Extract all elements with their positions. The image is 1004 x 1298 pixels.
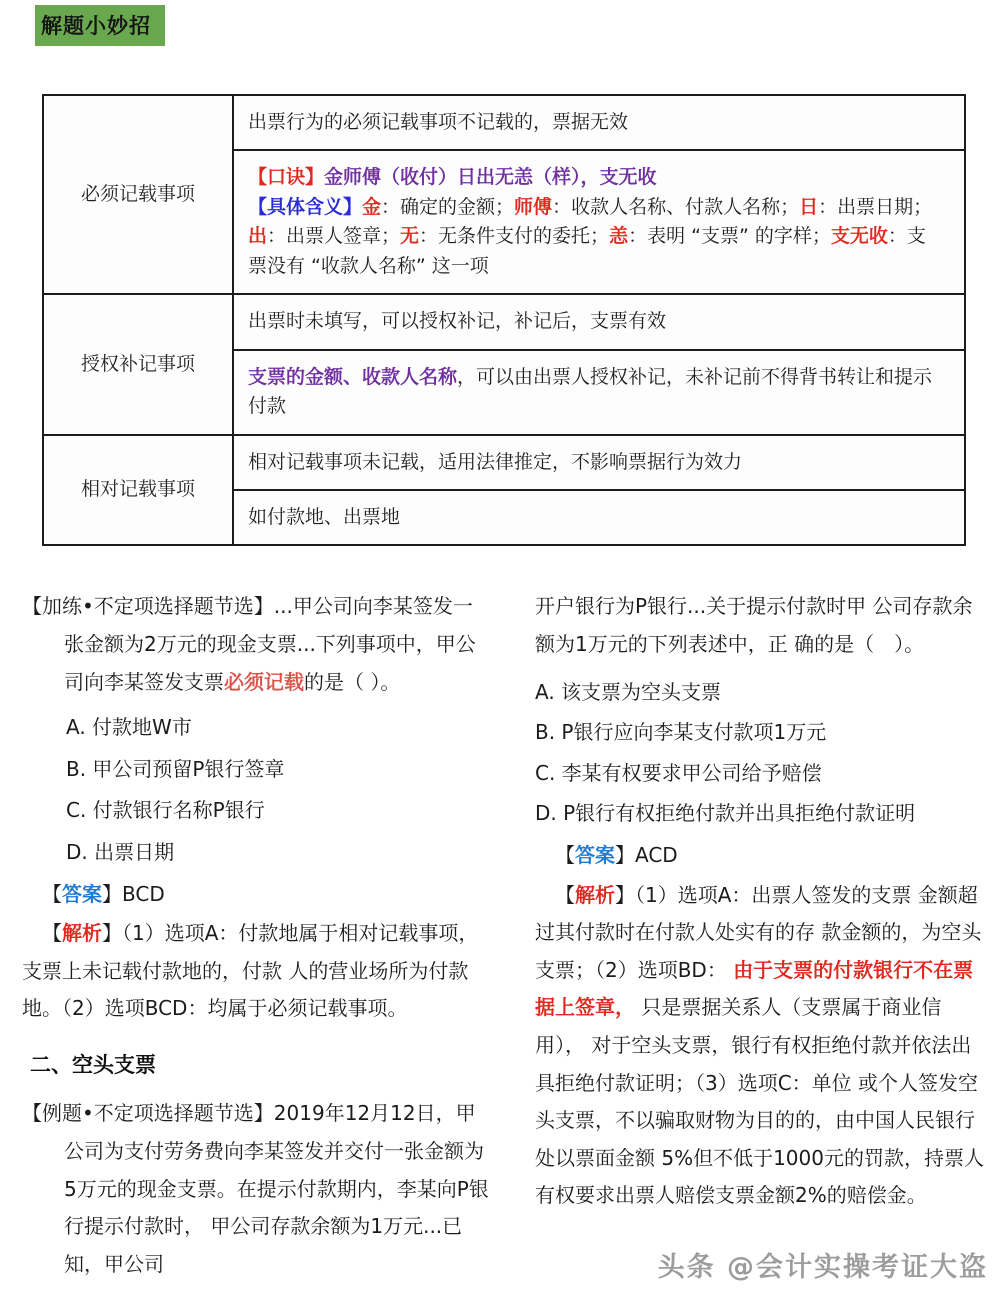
mnemonic-meaning-line: [248, 193, 950, 281]
text-segment: 答案: [574, 842, 615, 867]
text-segment: 金师傅（收付）日出无恙（样），支无收: [324, 166, 657, 189]
text-segment: 【加练•不定项选择题节选】...甲公司向李某签发一张金额为2万元的现金支票...下列事项中，甲公司向李某签发支票: [22, 594, 476, 694]
question1-answer: [22, 876, 491, 914]
text-segment: ，可以由出票人授权补记，未补记前不得背书转让和提示 付款: [248, 365, 933, 418]
option-a: A. 该支票为空头支票: [534, 679, 722, 704]
text-segment: 出: [248, 225, 268, 248]
question2-answer: [535, 837, 986, 875]
question2-intro-continued: [535, 588, 986, 663]
text-segment: 出票行为的必须记载事项不记载的，票据无效: [248, 111, 629, 133]
text-segment: 恙: [609, 225, 629, 248]
text-segment: 金: [362, 195, 382, 218]
text-segment: 【: [42, 921, 62, 946]
text-segment: 支无收: [830, 225, 888, 248]
cell-authorized-top: [233, 294, 965, 349]
cell-required-top: [233, 95, 965, 150]
cell-required-mnemonic: [233, 150, 965, 294]
option-b: B. P银行应向李某支付款项1万元: [534, 720, 827, 745]
option-c: C. 李某有权要求甲公司给予赔偿: [534, 760, 822, 785]
text-segment: ：出票人签章；: [267, 225, 401, 248]
table-row: [43, 95, 965, 150]
table-row: [43, 435, 965, 490]
cell-authorized-bottom: [233, 350, 965, 435]
left-column: [22, 588, 491, 1291]
text-segment: 】（1）选项A：付款地属于相对记载事项，支票上未记载付款地的，付款 人的营业场所为付款地。（2）选项BCD：均属于必须记载事项。: [22, 921, 479, 1021]
cell-relative-bottom: [233, 490, 965, 545]
text-segment: 相对记载事项未记载，适用法律推定，不影响票据行为效力: [248, 450, 743, 473]
row-header-authorized-items: 授权补记事项: [43, 294, 233, 434]
cell-relative-top: [233, 435, 965, 490]
question-columns: [22, 588, 986, 1291]
text-segment: 解析: [574, 882, 615, 907]
option-d: D. 出票日期: [66, 839, 175, 864]
table-row: [43, 294, 965, 349]
text-segment: ：无条件支付的委托；: [419, 225, 610, 248]
text-segment: 无: [400, 225, 420, 248]
summary-table: [42, 94, 966, 546]
text-segment: ：确定的金额；: [381, 195, 515, 218]
option-a: A. 付款地W市: [66, 715, 192, 740]
text-segment: 如付款地、出票地: [248, 505, 401, 528]
question2-options: [535, 674, 986, 833]
question2-analysis: [535, 877, 986, 1215]
text-segment: 【: [554, 842, 575, 867]
section-badge: 解题小妙招: [35, 5, 165, 46]
row-header-relative-items: 相对记载事项: [43, 435, 233, 546]
option-b: B. 甲公司预留P银行签章: [66, 756, 285, 781]
watermark: 头条 @会计实操考证大盗: [657, 1252, 988, 1283]
question2-intro: [22, 1095, 491, 1283]
text-segment: ：出票日期；: [818, 195, 933, 218]
question1-options: [22, 709, 491, 871]
text-segment: 】ACD: [614, 842, 678, 867]
right-column: [535, 588, 986, 1291]
option-c: C. 付款银行名称P银行: [66, 798, 265, 823]
text-segment: 解析: [62, 921, 102, 946]
text-segment: 支票的金额、收款人名称: [248, 365, 458, 388]
text-segment: 【具体含义】: [248, 195, 363, 218]
row-header-required-items: 必须记载事项: [43, 95, 233, 294]
text-segment: ：支 票没有 “收款人名称” 这一项: [248, 225, 926, 277]
text-segment: 师傅: [514, 195, 553, 218]
text-segment: 答案: [62, 881, 102, 906]
section-heading-bounced-check: 二、空头支票: [30, 1052, 156, 1077]
text-segment: 只是票据关系人（支票属于商业信用）， 对于空头支票，银行有权拒绝付款并依法出具拒绝付款证明；（3）选项C：单位 或个人签发空头支票，不以骗取财物为目的的，由中国人民银行处以票面金额 5%但不低于1000元的罚款，持票人有权要求出票人赔偿支票金额2%的赔偿金。: [534, 995, 984, 1208]
text-segment: 出票时未填写，可以授权补记，补记后，支票有效: [248, 310, 667, 333]
text-segment: ：收款人名称、付款人名称；: [552, 195, 800, 218]
text-segment: 】BCD: [102, 881, 165, 906]
text-segment: 日: [799, 195, 819, 218]
text-segment: 由于支票的付款银行不在票据上签章，: [534, 957, 974, 1020]
text-segment: 【例题•不定项选择题节选】2019年12月12日，甲公司为支付劳务费向李某签发并交付一张金额为5万元的现金支票。在提示付款期内，李某向P银行提示付款时， 甲公司存款余额为1万元...已知，甲公司: [22, 1101, 489, 1276]
option-d: D. P银行有权拒绝付款并出具拒绝付款证明: [534, 801, 916, 826]
text-segment: 】（1）选项A：出票人签发的支票 金额超过其付款时在付款人处实有的存 款金额的，为空头支票；（2）选项BD：: [534, 882, 982, 982]
text-segment: ：表明 “支票” 的字样；: [628, 225, 831, 248]
text-segment: 【口诀】: [248, 166, 325, 189]
question1-analysis: [22, 915, 491, 1028]
question1-intro: [22, 588, 491, 701]
text-segment: 【: [554, 882, 575, 907]
text-segment: 必须记载: [224, 669, 304, 694]
text-segment: 的是（ ）。: [304, 669, 401, 694]
text-segment: 开户银行为P银行...关于提示付款时甲 公司存款余额为1万元的下列表述中，正 确的是（ ）。: [534, 594, 973, 656]
mnemonic-line: [248, 163, 950, 192]
text-segment: 【: [42, 881, 62, 906]
